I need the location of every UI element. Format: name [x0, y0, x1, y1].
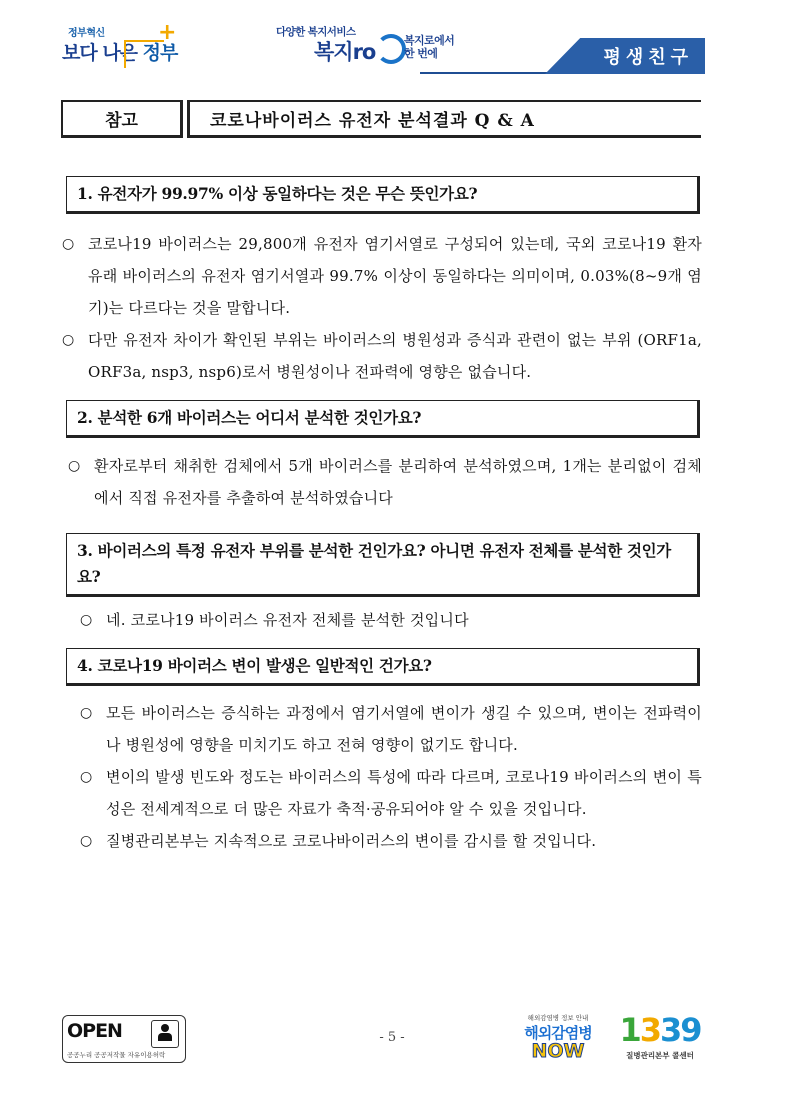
overseas-infection-now-logo [513, 1013, 603, 1065]
bullet-icon: ○ [80, 769, 93, 785]
question-box-1: 1. 유전자가 99.97% 이상 동일하다는 것은 무슨 뜻인가요? [66, 176, 700, 214]
gov-innovation-logo [62, 20, 178, 70]
answer-text: 변이의 발생 빈도와 정도는 바이러스의 특성에 따라 다르며, 코로나19 바이러스의 변이 특성은 전세계적으로 더 많은 자료가 축적·공유되어야 알 수 있을 것입니다. [106, 768, 702, 818]
open-license-logo [62, 1015, 186, 1063]
open-license-subtext: 공공누리 공공저작물 자유이용허락 [67, 1051, 166, 1059]
page-number: - 5 - [379, 1030, 405, 1045]
answer-text: 모든 바이러스는 증식하는 과정에서 염기서열에 변이가 생길 수 있으며, 변이는 전파력이나 병원성에 영향을 미치기도 하고 전혀 영향이 없기도 합니다. [106, 704, 702, 754]
answer-item [62, 228, 702, 324]
answer-item [80, 761, 702, 825]
open-wordmark: OPEN [67, 1020, 122, 1042]
bullet-icon: ○ [62, 236, 75, 252]
gov-logo-big-text: 보다 나은 정부 [62, 42, 178, 64]
bokjiro-arc-icon [376, 34, 406, 64]
answer-text: 환자로부터 채취한 검체에서 5개 바이러스를 분리하여 분석하였으며, 1개는 분리없이 검체에서 직접 유전자를 추출하여 분석하였습니다 [94, 457, 702, 507]
bullet-icon: ○ [80, 612, 93, 628]
call-center-caption: 질병관리본부 콜센터 [626, 1051, 694, 1060]
bokjiro-slogan: 복지로에서 한 번에 [404, 34, 455, 60]
answer-list-4 [80, 697, 702, 857]
answer-item [80, 825, 702, 857]
answer-text: 다만 유전자 차이가 확인된 부위는 바이러스의 병원성과 증식과 관련이 없는 부위 (ORF1a, ORF3a, nsp3, nsp6)로서 병원성이나 전파력에 영향은 없습니다. [88, 331, 702, 381]
question-box-3: 3. 바이러스의 특정 유전자 부위를 분석한 건인가요? 아니면 유전자 전체를 분석한 것인가요? [66, 533, 700, 597]
answer-text: 네. 코로나19 바이러스 유전자 전체를 분석한 것입니다 [106, 611, 469, 629]
bullet-icon: ○ [80, 833, 93, 849]
header-band [420, 30, 705, 78]
answer-list-1 [62, 228, 702, 388]
bokjiro-wordmark: 복지ro [314, 40, 376, 64]
gov-logo-plus-icon: + [158, 20, 177, 45]
answer-item [62, 324, 702, 388]
call-center-number: 1339 [619, 1011, 701, 1049]
answer-item [80, 604, 702, 636]
answer-list-2 [68, 450, 702, 514]
answer-list-3 [80, 604, 702, 636]
bokjiro-tagline: 다양한 복지서비스 [276, 26, 356, 38]
answer-text: 질병관리본부는 지속적으로 코로나바이러스의 변이를 감시를 할 것입니다. [106, 832, 597, 850]
attribution-person-icon [151, 1020, 179, 1048]
answer-text: 코로나19 바이러스는 29,800개 유전자 염기서열로 구성되어 있는데, 국외 코로나19 환자 유래 바이러스의 유전자 염기서열과 99.7% 이상이 동일하다는 의미이며, 0.03%(8~9개 염기)는 다르다는 것을 말합니다. [88, 235, 702, 317]
question-box-4: 4. 코로나19 바이러스 변이 발생은 일반적인 건가요? [66, 648, 700, 686]
answer-item [80, 697, 702, 761]
bullet-icon: ○ [80, 705, 93, 721]
reference-label: 참고 [61, 100, 183, 138]
page-title: 코로나바이러스 유전자 분석결과 Q & A [187, 100, 701, 138]
now-logo-big-text: NOW [531, 1040, 585, 1062]
gov-logo-small-text: 정부혁신 [68, 28, 105, 39]
bullet-icon: ○ [68, 458, 81, 474]
answer-item [68, 450, 702, 514]
question-box-2: 2. 분석한 6개 바이러스는 어디서 분석한 것인가요? [66, 400, 700, 438]
now-logo-tiny-text: 해외감염병 정보 안내 [527, 1014, 589, 1022]
header-band-title: 평생친구 [603, 47, 693, 68]
call-center-1339-logo [612, 1011, 708, 1067]
title-box [61, 100, 701, 140]
now-logo-mid-text: 해외감염병 [524, 1024, 592, 1042]
bullet-icon: ○ [62, 332, 75, 348]
